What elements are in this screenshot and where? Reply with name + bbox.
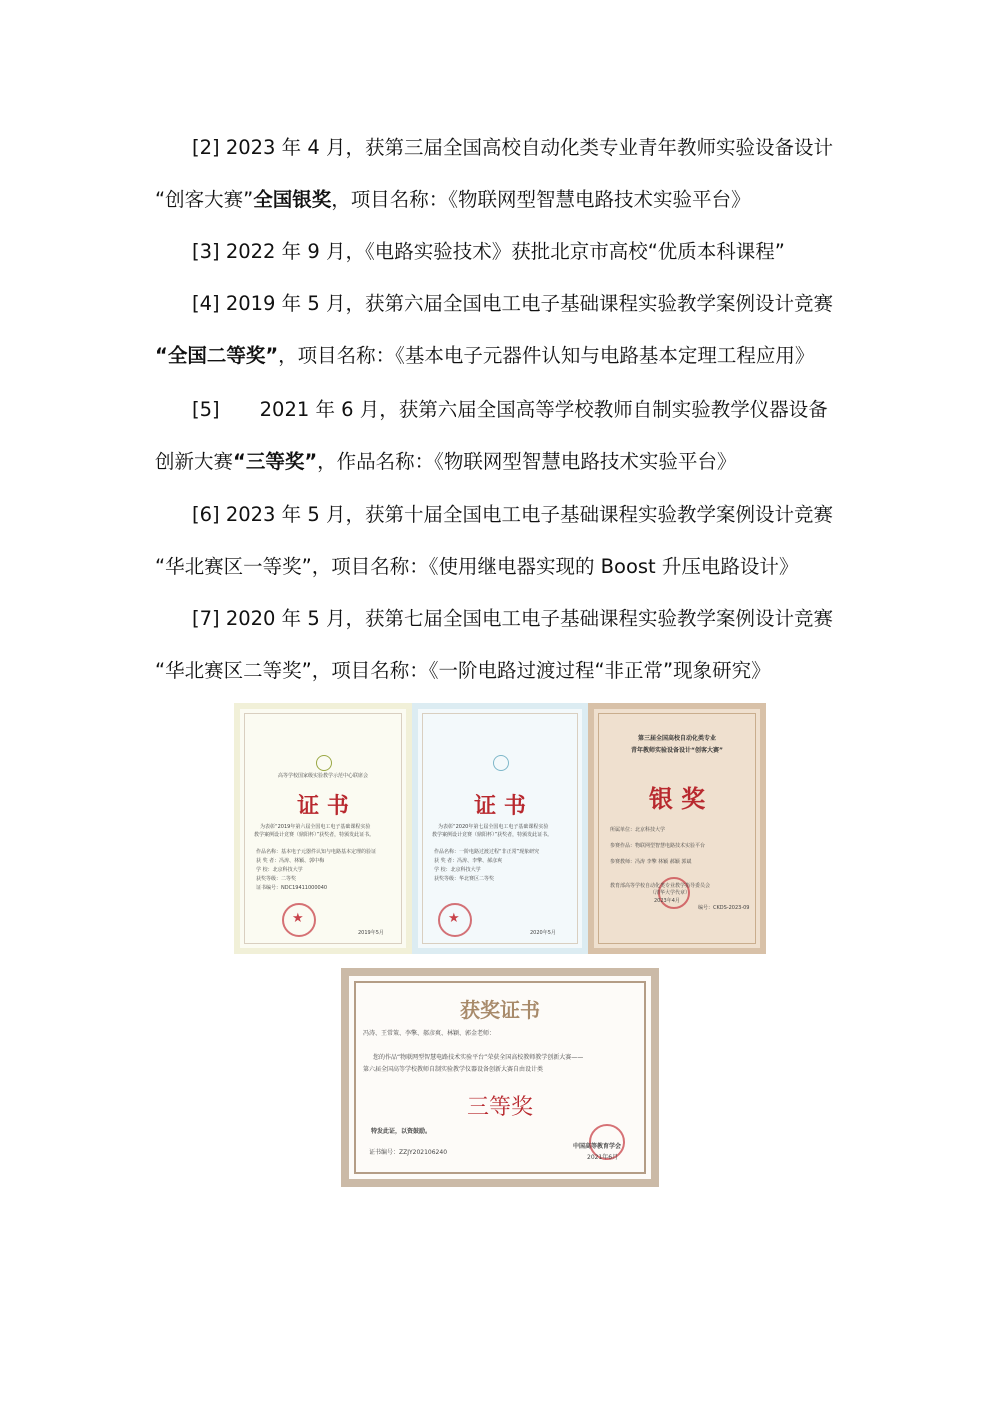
certificate-3-heading1: 第三届全国高校自动化类专业 [637, 735, 716, 742]
certificate-4-award: 三等奖 [466, 1095, 533, 1120]
certificate-4-body2: 第六届全国高等学校教师自制实验教学仪器设备创新大赛自由设计类 [363, 1066, 544, 1073]
award-5-project: ，作品名称：《物联网型智慧电路技术实验平台》 [317, 450, 737, 473]
certificate-4-date: 2021年6月 [587, 1154, 619, 1161]
certificate-2-field1: 作品名称：一阶电路过渡过程“非正常”现象研究 [434, 849, 540, 855]
award-5-level: “三等奖” [233, 450, 318, 473]
award-6-line2: “华北赛区一等奖”，项目名称：《使用继电器实现的 Boost 升压电路设计》 [155, 555, 799, 578]
certificate-4-cert-no: 证书编号：ZZJY202106240 [369, 1149, 448, 1156]
award-7-line2: “华北赛区二等奖”，项目名称：《一阶电路过渡过程“非正常”现象研究》 [155, 659, 771, 682]
award-5-line2 [155, 448, 736, 476]
award-4-project: ，项目名称：《基本电子元器件认知与电路基本定理工程应用》 [278, 344, 815, 367]
certificate-3-field1: 所属单位：北京科技大学 [610, 827, 666, 833]
certificate-4-title: 获奖证书 [460, 998, 540, 1022]
certificate-2-image [412, 703, 588, 954]
certificate-2-field4: 获奖等级：华北赛区二等奖 [434, 876, 495, 882]
award-5-text: 2021 年 6 月，获第六届全国高等学校教师自制实验教学仪器设备 [259, 398, 828, 421]
certificate-1-body2: 教学案例设计竞赛（鼎阳杯）”获奖者，特颁发此证书。 [254, 832, 375, 838]
certificate-3-field2: 参赛作品：物联网型智慧电路技术实验平台 [610, 843, 706, 849]
certificate-1-logo-icon [316, 755, 332, 771]
certificate-4-names: 冯涛、王常策、李擎、郝彦爽、林颖、郭金老师： [363, 1030, 496, 1037]
certificate-1-image [234, 703, 412, 954]
certificate-2-date: 2020年5月 [530, 930, 556, 936]
certificate-1-body1: 为表彰“2019年第六届全国电工电子基础课程实验 [260, 824, 371, 830]
certificate-3-field3: 参赛教师：冯涛 李擎 林颖 郝颖 郭斌 [610, 859, 692, 865]
award-2-line2 [155, 186, 751, 214]
certificate-1-field3: 学 校：北京科技大学 [256, 867, 303, 873]
certificate-1-field2: 获 奖 者：冯涛、林颖、郭中梅 [256, 858, 325, 864]
award-7-line1: [7] 2020 年 5 月，获第七届全国电工电子基础课程实验教学案例设计竞赛 [192, 607, 833, 630]
award-4-level: “全国二等奖” [155, 344, 279, 367]
certificate-1-star-icon: ★ [292, 911, 304, 926]
award-5-number: [5] [192, 398, 220, 421]
certificate-1-title: 证 书 [297, 793, 349, 819]
certificate-1-field5: 证书编号：NDC19411000040 [256, 885, 328, 891]
award-2-line1: [2] 2023 年 4 月，获第三届全国高校自动化类专业青年教师实验设备设计 [192, 136, 833, 159]
award-5-prefix: 创新大赛 [155, 450, 234, 473]
award-5-line1 [192, 396, 828, 424]
certificate-3-org2: （清华大学代章） [650, 890, 691, 896]
certificate-4-org: 中国高等教育学会 [573, 1143, 622, 1150]
certificate-4-closing: 特发此证，以资鼓励。 [371, 1128, 432, 1135]
certificate-1-date: 2019年5月 [358, 930, 384, 936]
award-4-line1: [4] 2019 年 5 月，获第六届全国电工电子基础课程实验教学案例设计竞赛 [192, 292, 833, 315]
certificate-2-star-icon: ★ [448, 911, 460, 926]
certificate-2-body2: 教学案例设计竞赛（鼎阳杯）”获奖者，特颁发此证书。 [432, 832, 553, 838]
certificate-2-logo-icon [493, 755, 509, 771]
award-2-prefix: “创客大赛” [155, 188, 254, 211]
certificate-2-field2: 获 奖 者：冯涛、李擎、郝彦爽 [434, 858, 503, 864]
award-2-level: 全国银奖 [253, 188, 332, 211]
award-6-line1: [6] 2023 年 5 月，获第十届全国电工电子基础课程实验教学案例设计竞赛 [192, 503, 833, 526]
certificate-3-code: 编号：CKDS-2023-09 [698, 905, 750, 911]
certificate-3-org: 教育部高等学校自动化类专业教学指导委员会 [610, 883, 711, 889]
certificate-1-issuer: 高等学校国家级实验教学示范中心联席会 [277, 773, 368, 779]
award-2-project: ，项目名称：《物联网型智慧电路技术实验平台》 [331, 188, 751, 211]
award-4-line2 [155, 342, 814, 370]
certificate-4-image [341, 968, 659, 1187]
award-3-line1: [3] 2022 年 9 月，《电路实验技术》获批北京市高校“优质本科课程” [192, 240, 785, 263]
certificate-3-heading2: 青年教师实验设备设计“创客大赛” [631, 747, 723, 754]
certificate-2-field3: 学 校：北京科技大学 [434, 867, 481, 873]
certificate-1-field1: 作品名称：基本电子元器件认知与电路基本定理的验证 [256, 849, 377, 855]
certificate-1-field4: 获奖等级：二等奖 [256, 876, 297, 882]
certificate-2-title: 证 书 [474, 793, 526, 819]
certificate-3-date: 2023年4月 [654, 898, 680, 904]
certificate-3-title: 银 奖 [648, 784, 706, 813]
certificate-3-image [588, 703, 766, 954]
certificate-2-body1: 为表彰“2020年第七届全国电工电子基础课程实验 [438, 824, 549, 830]
certificate-4-body1: 您的作品“物联网型智慧电路技术实验平台”荣获全国高校教师教学创新大赛—— [373, 1054, 584, 1061]
